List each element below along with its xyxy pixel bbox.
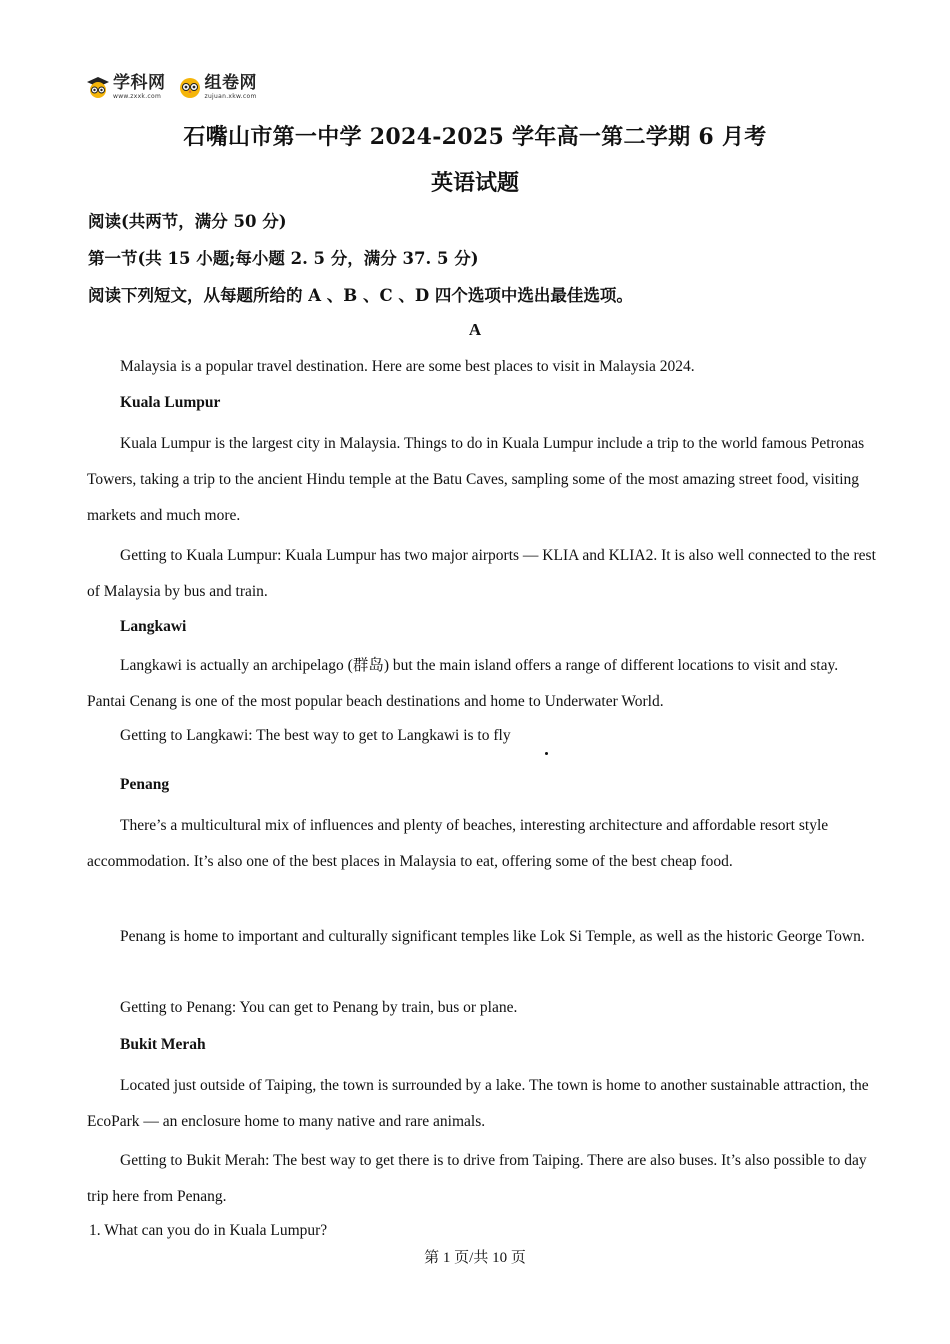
logo-xuekewang [86, 72, 166, 100]
logo-name: 组卷网 [204, 72, 257, 93]
section-heading-langkawi: Langkawi [120, 618, 187, 635]
paragraph: Getting to Bukit Merah: The best way to get there is to drive from Taiping. There are also buses. It’s also possible to day trip here from Penang. [87, 1152, 867, 1205]
section-heading-penang: Penang [120, 776, 170, 793]
part-instruction: 第一节(共 15 小题;每小题 2. 5 分，满分 37. 5 分) [88, 249, 479, 268]
exam-subtitle: 英语试题 [430, 170, 519, 196]
paragraph: Langkawi is actually an archipelago (群岛) but the main island offers a range of different locations to visit and stay. Pantai Cenang is one of the most popular beach destinations and home to Underwater World. [87, 657, 839, 710]
paragraph: Penang is home to important and culturally significant temples like Lok Si Temple, as well as the historic George Town. [120, 928, 865, 945]
question-text: What can you do in Kuala Lumpur? [104, 1222, 328, 1239]
paragraph: Getting to Langkawi: The best way to get to Langkawi is to fly [120, 727, 511, 744]
logo-name: 学科网 [113, 72, 166, 93]
header-logos [86, 70, 257, 104]
question-1 [89, 1222, 327, 1240]
logo-url: www.zxxk.com [113, 92, 162, 100]
section-instruction: 阅读(共两节，满分 50 分) [88, 212, 287, 231]
paragraph: Getting to Kuala Lumpur: Kuala Lumpur has two major airports — KLIA and KLIA2. It is also well connected to the rest of Malaysia by bus and train. [87, 547, 876, 600]
paragraph: Getting to Penang: You can get to Penang by train, bus or plane. [120, 999, 518, 1016]
section-heading-kuala-lumpur: Kuala Lumpur [120, 394, 221, 411]
graduation-cap-owl-icon [86, 75, 110, 99]
directions: 阅读下列短文，从每题所给的 A 、B 、C 、D 四个选项中选出最佳选项。 [88, 286, 633, 305]
logo-url: zujuan.xkw.com [204, 92, 257, 100]
paragraph: Kuala Lumpur is the largest city in Malaysia. Things to do in Kuala Lumpur include a trip to the world famous Petronas Towers, taking a trip to the ancient Hindu temple at the Batu Caves, sampling some of the most amazing street food, visiting markets and much more. [87, 435, 865, 524]
exam-title: 石嘴山市第一中学 2024-2025 学年高一第二学期 6 月考 [183, 124, 767, 150]
paragraph: There’s a multicultural mix of influences and plenty of beaches, interesting architecture and affordable resort style accommodation. It’s also one of the best places in Malaysia to eat, offering some of the best cheap food. [87, 817, 829, 870]
passage-label: A [468, 320, 482, 339]
owl-icon [178, 75, 202, 99]
section-heading-bukit-merah: Bukit Merah [120, 1036, 206, 1053]
paragraph: Located just outside of Taiping, the town is surrounded by a lake. The town is home to another sustainable attraction, the EcoPark — an enclosure home to many native and rare animals. [87, 1077, 869, 1130]
stray-dot [545, 752, 548, 755]
logo-zujuanwang [178, 72, 258, 100]
question-number: 1. [89, 1222, 101, 1239]
passage-intro: Malaysia is a popular travel destination. Here are some best places to visit in Malaysia 2024. [120, 358, 695, 375]
page-footer: 第 1 页/共 10 页 [424, 1250, 526, 1266]
